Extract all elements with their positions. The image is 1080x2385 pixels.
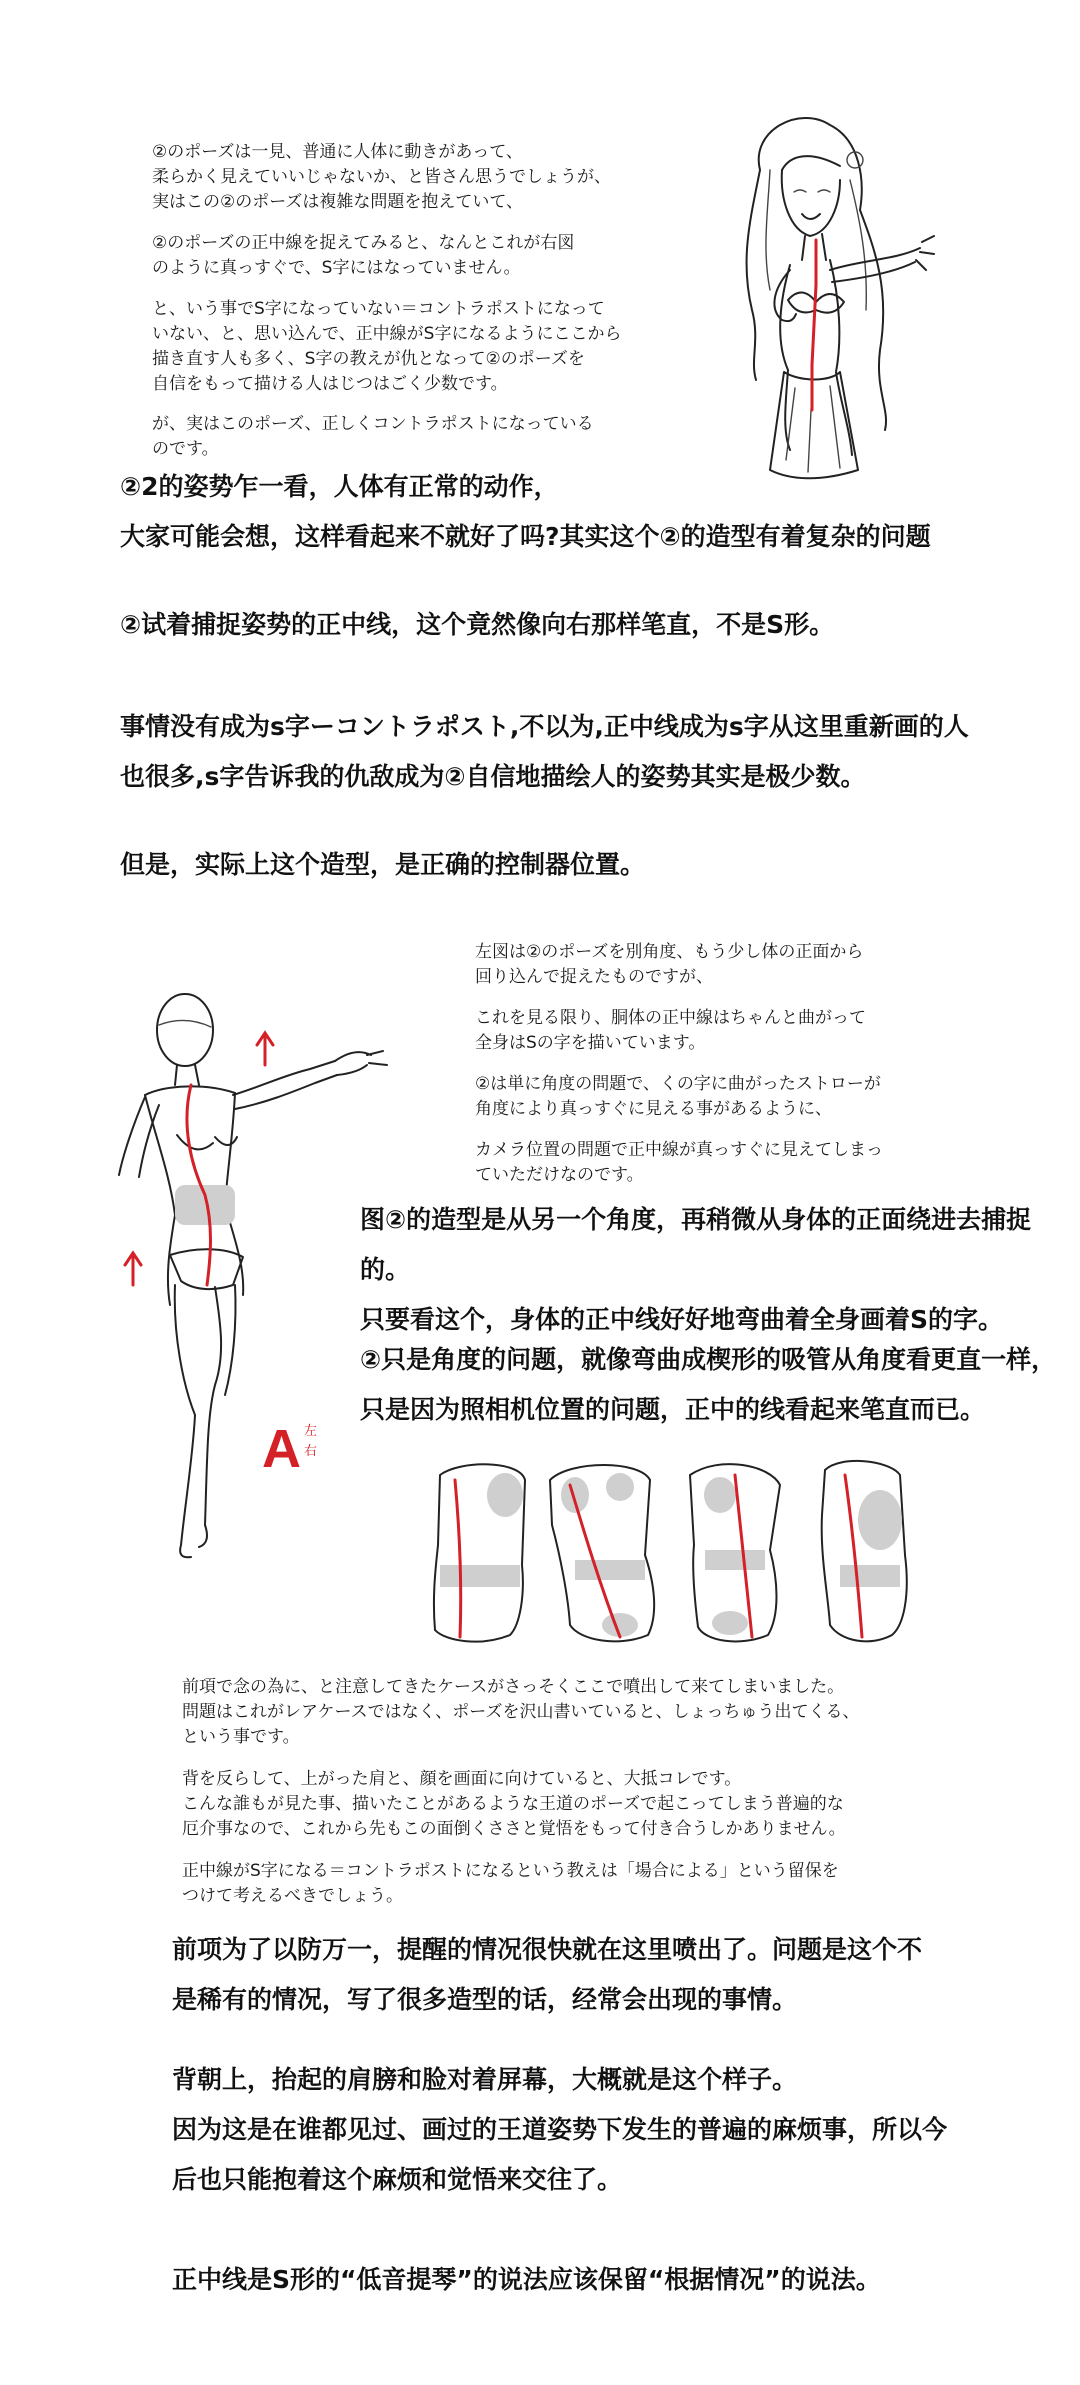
torso-sketch-4 [822, 1461, 907, 1641]
zh-para-8: 背朝上，抬起的肩膀和脸对着屏幕，大概就是这个样子。 因为这是在谁都见过、画过的王道姿势下发生的普遍的麻烦事，所以今 后也只能抱着这个麻烦和觉悟来交往了。 [172, 2065, 948, 2194]
figure-label-right: 右 [304, 1444, 318, 1459]
torso-sketch-3 [690, 1464, 780, 1641]
zh-para-3: 事情没有成为s字ーコントラポスト,不以为,正中线成为s字从这里重新画的人 也很多,s字告诉我的仇敌成为②自信地描绘人的姿势其实是极少数。 [120, 712, 969, 791]
jp-para-11: 正中線がS字になる＝コントラポストになるという教えは「場合による」という留保を つけて考えるべきでしょう。 [182, 1861, 839, 1906]
jp-para-5: 左図は②のポーズを別角度、もう少し体の正面から 回り込んで捉えたものですが、 [475, 942, 864, 987]
figure-label-a: A [262, 1419, 301, 1479]
jp-para-9: 前項で念の為に、と注意してきたケースがさっそくここで噴出して来てしまいました。 問題はこれがレアケースではなく、ポーズを沢山書いていると、しょっちゅう出てくる、 という事です。 [182, 1677, 860, 1747]
zh-para-4: 但是，实际上这个造型，是正确的控制器位置。 [120, 850, 646, 879]
zh-para-7: 前项为了以防万一，提醒的情况很快就在这里喷出了。问题是这个不 是稀有的情况，写了很多造型的话，经常会出现的事情。 [172, 1935, 923, 2014]
jp-para-4: が、実はこのポーズ、正しくコントラポストになっている のです。 [152, 414, 594, 459]
zh-para-9: 正中线是S形的“低音提琴”的说法应该保留“根据情况”的说法。 [172, 2265, 881, 2294]
zh-para-2: ②试着捕捉姿势的正中线，这个竟然像向右那样笔直，不是S形。 [120, 610, 835, 639]
zh-para-6: ②只是角度的问题，就像弯曲成楔形的吸管从角度看更直一样， 只是因为照相机位置的问题，正中的线看起来笔直而已。 [360, 1345, 1057, 1424]
torso-sketch-1 [434, 1464, 525, 1641]
jp-para-8: カメラ位置の問題で正中線が真っすぐに見えてしまっ ていただけなのです。 [475, 1140, 883, 1185]
torso-sketches [410, 1455, 920, 1655]
jp-para-1: ②のポーズは一見、普通に人体に動きがあって、 柔らかく見えていいじゃないか、と皆さん思うでしょうが、 実はこの②のポーズは複雑な問題を抱えていて、 [152, 142, 611, 212]
jp-para-3: と、いう事でS字になっていない＝コントラポストになって いない、と、思い込んで、正中線がS字になるようにここから 描き直す人も多く、S字の教えが仇となって②のポーズを 自信をもって描ける人はじつはごく少数です。 [152, 299, 622, 394]
zh-para-5: 图②的造型是从另一个角度，再稍微从身体的正面绕进去捕捉的。 只要看这个，身体的正中线好好地弯曲着全身画着S的字。 [360, 1205, 1032, 1334]
jp-para-2: ②のポーズの正中線を捉えてみると、なんとこれが右図 のように真っすぐで、S字にはなっていません。 [152, 233, 575, 278]
jp-para-10: 背を反らして、上がった肩と、顔を画面に向けていると、大抵コレです。 こんな誰もが見た事、描いたことがあるような王道のポーズで起こってしまう普遍的な 厄介事なので、これから先もこの面倒くささと覚悟をもって付き合うしかありません。 [182, 1769, 846, 1839]
jp-para-6: これを見る限り、胴体の正中線はちゃんと曲がって 全身はSの字を描いています。 [475, 1008, 866, 1053]
figure-label-left: 左 [304, 1424, 318, 1439]
jp-para-7: ②は単に角度の問題で、くの字に曲がったストローが 角度により真っすぐに見える事があるように、 [475, 1074, 881, 1119]
girl-illustration [690, 110, 950, 490]
torso-sketch-2 [550, 1465, 654, 1641]
zh-para-1: ②2的姿势乍一看，人体有正常的动作， 大家可能会想，这样看起来不就好了吗?其实这个②的造型有着复杂的问题 [120, 472, 931, 551]
